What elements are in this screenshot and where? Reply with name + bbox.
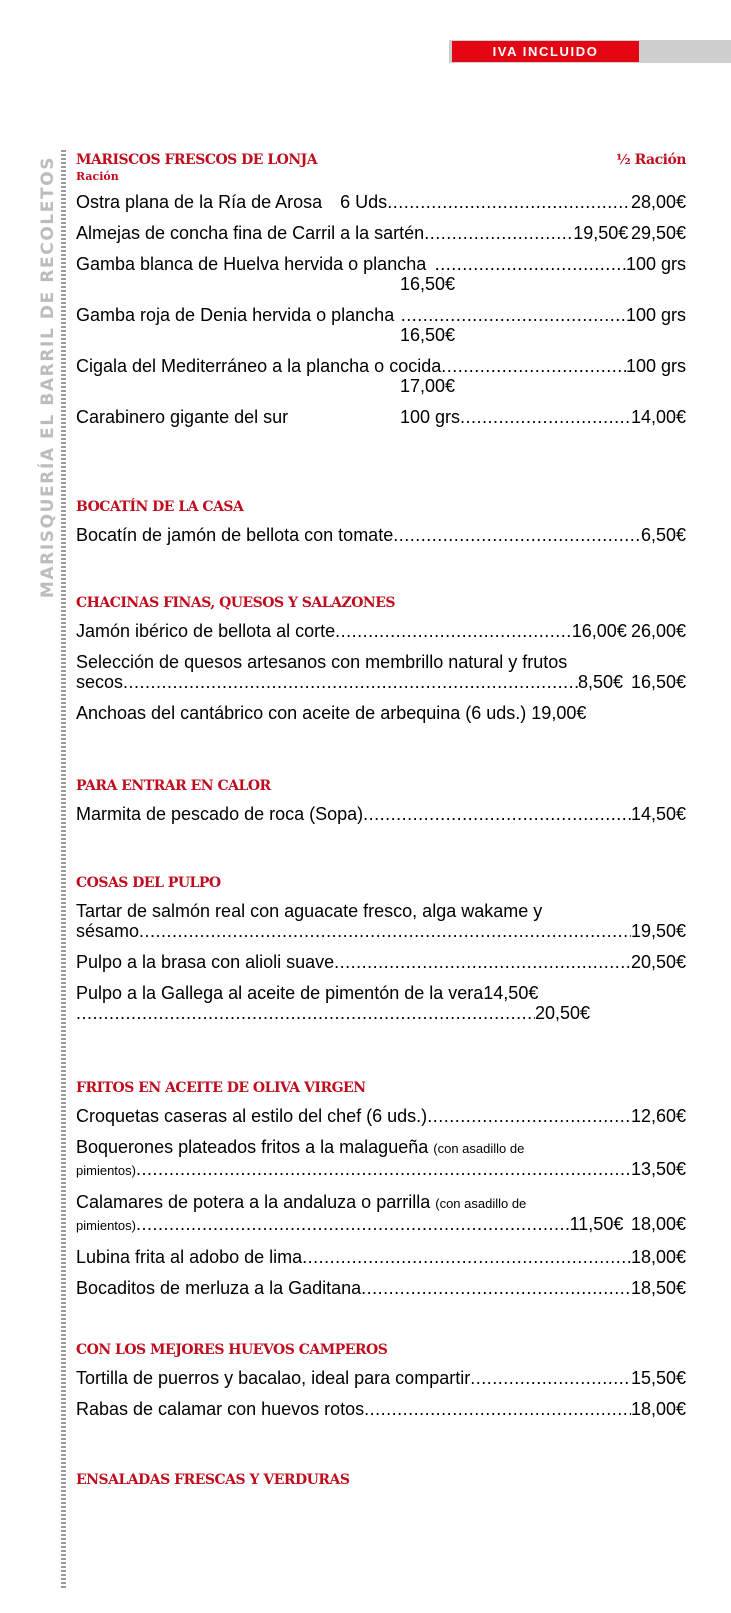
item-name-line1: Tartar de salmón real con aguacate fresco, alga wakame y xyxy=(76,901,543,921)
dot-leader xyxy=(334,952,631,972)
item-qty: 100 grs xyxy=(625,254,686,274)
item-name: Ostra plana de la Ría de Arosa xyxy=(76,192,323,212)
item-price: 19,50€ xyxy=(630,921,686,941)
section-mariscos xyxy=(76,150,686,427)
item-qty: 100 grs xyxy=(400,407,461,427)
item-note: (con asadillo de xyxy=(433,1141,525,1156)
item-price-ration: 19,50€ xyxy=(573,223,629,243)
section-title-text: ENSALADAS FRESCAS Y VERDURAS xyxy=(76,1472,350,1488)
menu-item xyxy=(76,652,686,692)
ration-label: Ración xyxy=(76,170,119,183)
item-price-ration: 11,50€ xyxy=(569,1214,624,1234)
item-name-line2: secos xyxy=(76,672,124,692)
item-price-half: 26,00€ xyxy=(630,621,686,641)
section-title-text: CHACINAS FINAS, QUESOS Y SALAZONES xyxy=(76,595,395,611)
item-price: 17,00€ xyxy=(400,376,456,396)
item-name: Anchoas del cantábrico con aceite de arbequina (6 uds.) xyxy=(76,703,527,723)
item-price-ration: 14,50€ xyxy=(483,983,539,1003)
dot-leader xyxy=(387,192,631,212)
item-name-line1: Calamares de potera a la andaluza o parrilla xyxy=(76,1192,431,1212)
dot-leader xyxy=(427,1106,631,1126)
iva-badge: IVA INCLUIDO xyxy=(452,41,639,62)
section-para-entrar-en-calor xyxy=(76,776,686,824)
item-price: 13,50€ xyxy=(630,1159,686,1179)
item-price: 14,50€ xyxy=(630,804,686,824)
section-title-text: COSAS DEL PULPO xyxy=(76,875,221,891)
item-name: Croquetas caseras al estilo del chef (6 uds.) xyxy=(76,1106,428,1126)
section-title xyxy=(76,1340,686,1360)
item-name: Lubina frita al adobo de lima xyxy=(76,1247,303,1267)
item-name: Almejas de concha fina de Carril a la sartén xyxy=(76,223,425,243)
section-title-text: MARISCOS FRESCOS DE LONJA xyxy=(76,152,318,168)
item-name: Carabinero gigante del sur xyxy=(76,407,289,427)
dot-leader xyxy=(363,804,631,824)
menu-item xyxy=(76,901,686,941)
item-name-line1: Boquerones plateados fritos a la malagueña xyxy=(76,1137,429,1157)
item-price-half: 29,50€ xyxy=(630,223,686,243)
dot-leader xyxy=(441,356,626,376)
item-price: 20,50€ xyxy=(630,952,686,972)
item-price-ration: 8,50€ xyxy=(577,672,623,692)
dot-leader xyxy=(335,621,572,641)
side-decorative-strip xyxy=(61,150,66,1590)
item-name: Cigala del Mediterráneo a la plancha o cocida xyxy=(76,356,442,376)
section-fritos xyxy=(76,1078,686,1298)
section-title-text: BOCATÍN DE LA CASA xyxy=(76,499,244,515)
dot-leader xyxy=(424,223,573,243)
menu-item xyxy=(76,1106,686,1126)
menu-item xyxy=(76,305,686,345)
item-name-line1: Selección de quesos artesanos con membrillo natural y frutos xyxy=(76,652,568,672)
section-title xyxy=(76,1078,686,1098)
section-bocatin xyxy=(76,497,686,545)
dot-leader xyxy=(470,1368,631,1388)
item-price: 16,50€ xyxy=(400,274,456,294)
dot-leader xyxy=(136,1159,631,1179)
dot-leader xyxy=(139,921,631,941)
item-name: Gamba roja de Denia hervida o plancha xyxy=(76,305,395,325)
menu-item xyxy=(76,525,686,545)
item-price: 18,50€ xyxy=(630,1278,686,1298)
dot-leader xyxy=(460,407,631,427)
item-name-line2: sésamo xyxy=(76,921,140,941)
item-price-ration: 16,00€ xyxy=(571,621,627,641)
item-price: 6,50€ xyxy=(640,525,686,545)
section-title-text: PARA ENTRAR EN CALOR xyxy=(76,778,271,794)
item-price: 28,00€ xyxy=(630,192,686,212)
section-huevos-camperos xyxy=(76,1340,686,1419)
menu-item xyxy=(76,1399,686,1419)
section-ensaladas xyxy=(76,1470,686,1490)
menu-item xyxy=(76,983,686,1023)
section-title xyxy=(76,1470,686,1490)
item-qty: 6 Uds xyxy=(340,192,388,212)
item-name: Bocaditos de merluza a la Gaditana xyxy=(76,1278,362,1298)
item-price-half: 18,00€ xyxy=(630,1214,686,1234)
item-name: Tortilla de puerros y bacalao, ideal para compartir xyxy=(76,1368,471,1388)
menu-item xyxy=(76,621,686,641)
item-price: 18,00€ xyxy=(630,1247,686,1267)
section-title xyxy=(76,873,686,893)
dot-leader xyxy=(123,672,578,692)
dot-leader xyxy=(76,1003,535,1023)
section-title xyxy=(76,150,686,170)
section-chacinas xyxy=(76,593,686,723)
section-title xyxy=(76,776,686,796)
section-title xyxy=(76,497,686,517)
item-name-line2: pimientos) xyxy=(76,1218,136,1233)
dot-leader xyxy=(435,254,626,274)
dot-leader xyxy=(401,305,626,325)
item-name: Jamón ibérico de bellota al corte xyxy=(76,621,336,641)
menu-item xyxy=(76,1137,686,1181)
section-cosas-del-pulpo xyxy=(76,873,686,1023)
item-price: 14,00€ xyxy=(630,407,686,427)
item-price: 12,60€ xyxy=(630,1106,686,1126)
menu-item xyxy=(76,1192,686,1236)
item-price: 19,00€ xyxy=(531,703,587,723)
dot-leader xyxy=(361,1278,631,1298)
menu-item xyxy=(76,192,686,212)
item-name: Rabas de calamar con huevos rotos xyxy=(76,1399,365,1419)
menu-item xyxy=(76,223,686,243)
menu-item xyxy=(76,703,686,723)
section-title xyxy=(76,593,686,613)
section-title-text: CON LOS MEJORES HUEVOS CAMPEROS xyxy=(76,1342,388,1358)
menu-item xyxy=(76,1368,686,1388)
half-ration-label: ½ Ración xyxy=(616,152,686,168)
menu-item xyxy=(76,1247,686,1267)
item-name: Pulpo a la Gallega al aceite de pimentón de la vera xyxy=(76,983,484,1003)
menu-item xyxy=(76,952,686,972)
menu-item xyxy=(76,356,686,396)
item-price: 18,00€ xyxy=(630,1399,686,1419)
item-name: Pulpo a la brasa con alioli suave xyxy=(76,952,335,972)
item-price-half: 16,50€ xyxy=(630,672,686,692)
side-restaurant-title: MARISQUERÍA EL BARRIL DE RECOLETOS xyxy=(38,155,58,599)
item-name-line2: pimientos) xyxy=(76,1163,136,1178)
item-price: 16,50€ xyxy=(400,325,456,345)
dot-leader xyxy=(136,1214,570,1234)
menu-item xyxy=(76,804,686,824)
dot-leader xyxy=(364,1399,631,1419)
dot-leader xyxy=(393,525,641,545)
item-name: Gamba blanca de Huelva hervida o plancha xyxy=(76,254,427,274)
section-title-text: FRITOS EN ACEITE DE OLIVA VIRGEN xyxy=(76,1080,366,1096)
menu-item xyxy=(76,407,686,427)
item-qty: 100 grs xyxy=(625,356,686,376)
item-note: (con asadillo de xyxy=(435,1196,527,1211)
item-qty: 100 grs xyxy=(625,305,686,325)
item-name: Marmita de pescado de roca (Sopa) xyxy=(76,804,364,824)
menu-item xyxy=(76,1278,686,1298)
dot-leader xyxy=(302,1247,631,1267)
item-name: Bocatín de jamón de bellota con tomate xyxy=(76,525,394,545)
item-price-half: 20,50€ xyxy=(534,1003,590,1023)
menu-item xyxy=(76,254,686,294)
item-price: 15,50€ xyxy=(630,1368,686,1388)
